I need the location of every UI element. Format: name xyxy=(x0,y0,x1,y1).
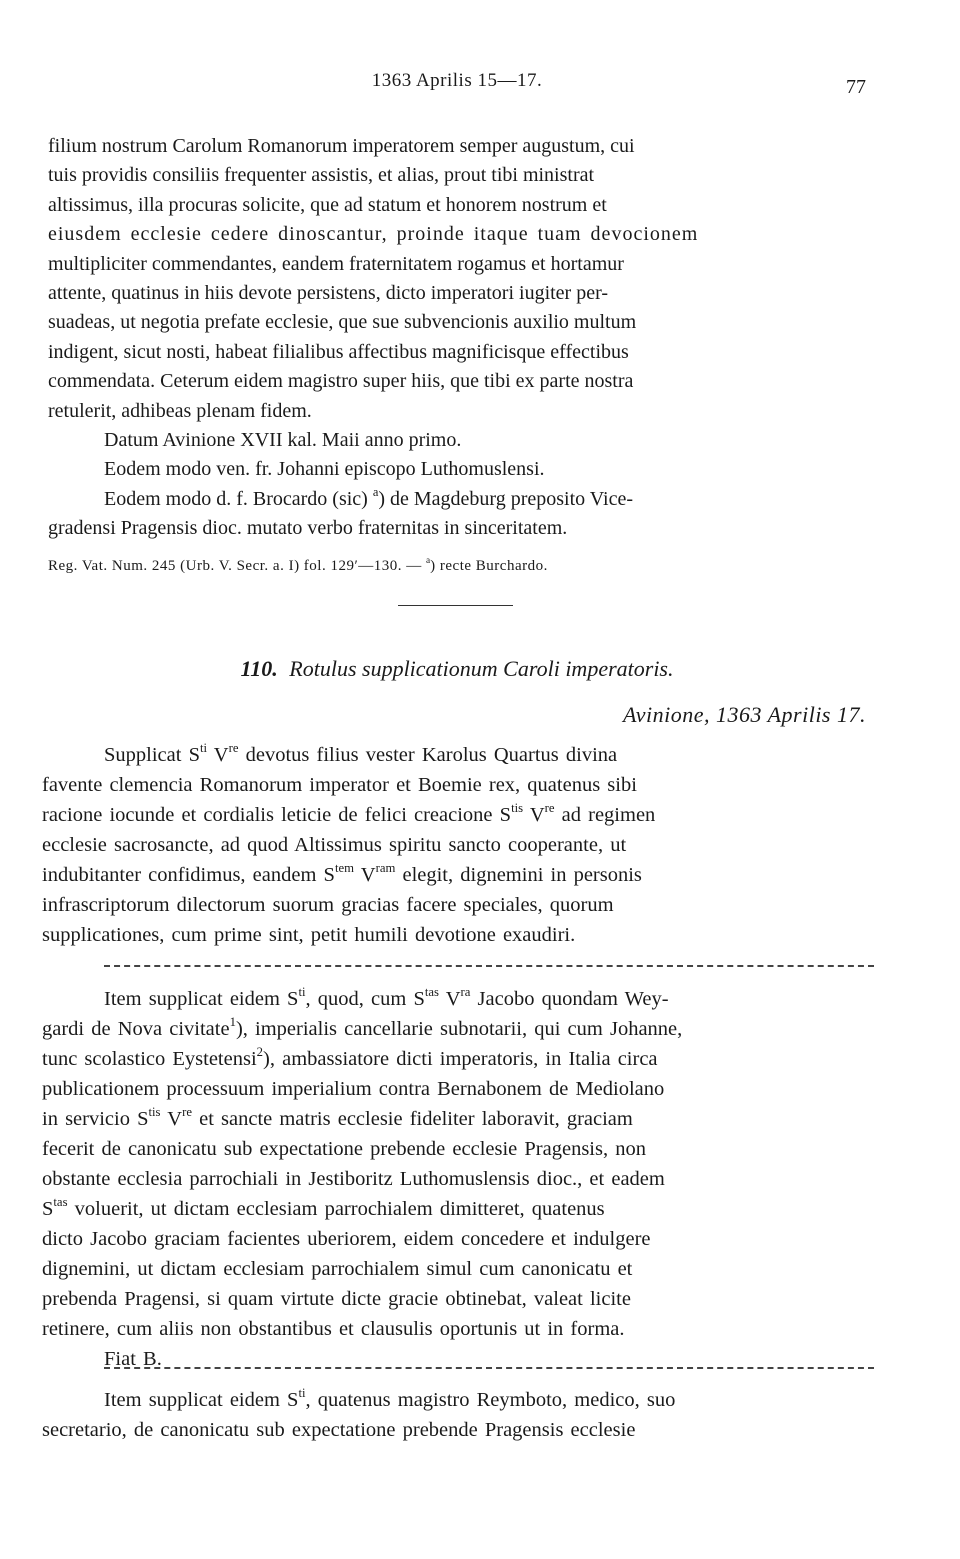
text-span: in servicio xyxy=(42,1108,138,1130)
text-line xyxy=(42,860,866,890)
text-line xyxy=(42,1044,866,1074)
abbrev: S xyxy=(499,804,512,826)
document-title: Rotulus supplicationum Caroli imperatoris. xyxy=(289,656,674,681)
text-span: racione iocunde et cordialis leticie de felici creacione xyxy=(42,804,500,826)
abbrev: V xyxy=(529,804,545,826)
footnote-ref: 1 xyxy=(229,1014,236,1029)
text-span: Supplicat xyxy=(104,744,189,766)
text-line: prebenda Pragensi, si quam virtute dicte gracie obtinebat, valeat licite xyxy=(42,1288,631,1310)
running-head xyxy=(48,70,866,98)
supplication-item-jacobus xyxy=(42,984,866,1374)
text-line: dignemini, ut dictam ecclesiam parrochialem simul cum canonicatu et xyxy=(42,1258,633,1280)
text-line xyxy=(42,984,866,1014)
text-line: obstante ecclesia parrochiali in Jestiboritz Luthomuslensis dioc., et eadem xyxy=(42,1168,665,1190)
text-span: tunc scolastico Eystetensi xyxy=(42,1048,257,1070)
text-line: suadeas, ut negotia prefate ecclesie, que sue subvencionis auxilio multum xyxy=(48,311,637,334)
text-line: secretario, de canonicatu sub expectatione prebende Pragensis ecclesie xyxy=(42,1419,636,1441)
text-span: voluerit, ut dictam ecclesiam parrochialem dimitteret, quatenus xyxy=(67,1198,605,1220)
text-span: Item supplicat eidem xyxy=(104,988,288,1010)
dashed-separator xyxy=(104,1367,874,1369)
text-line: retinere, cum aliis non obstantibus et clausulis oportunis ut in forma. xyxy=(42,1318,625,1340)
dashed-separator xyxy=(104,965,874,967)
text-line: filium nostrum Carolum Romanorum imperatorem semper augustum, cui xyxy=(48,135,635,157)
text-line: eiusdem ecclesie cedere dinoscantur, proinde itaque tuam devocionem xyxy=(48,223,699,246)
text-span: ) de Magdeburg preposito Vice- xyxy=(378,487,633,510)
footnote-marker: a xyxy=(426,556,431,567)
text-line: indigent, sicut nosti, habeat filialibus affectibus magnificisque effectibus xyxy=(48,340,629,363)
abbrev-sup: tis xyxy=(511,800,524,815)
text-line: infrascriptorum dilectorum suorum gracias facere speciales, quorum xyxy=(42,894,614,916)
text-span: Jacobo quondam Wey- xyxy=(470,988,669,1010)
text-line xyxy=(42,1194,866,1224)
abbrev-sup: ram xyxy=(375,860,396,875)
text-line: tuis providis consiliis frequenter assistis, et alias, prout tibi ministrat xyxy=(48,164,595,187)
text-line xyxy=(42,1104,866,1134)
abbrev-sup: re xyxy=(228,740,239,755)
running-title: 1363 Aprilis 15—17. xyxy=(371,70,543,91)
text-line: attente, quatinus in hiis devote persistens, dicto imperatori iugiter per- xyxy=(48,282,609,305)
text-span: gardi de Nova civitate xyxy=(42,1018,230,1040)
text-span: indubitanter confidimus, eandem xyxy=(42,864,324,886)
eodem-modo-line: Eodem modo ven. fr. Johanni episcopo Luthomuslensi. xyxy=(104,458,545,481)
text-span: , quatenus magistro Reymboto, medico, suo xyxy=(305,1389,676,1411)
text-span: ad regimen xyxy=(554,804,656,826)
abbrev-sup: ra xyxy=(460,984,471,999)
source-footnote xyxy=(48,556,866,576)
text-span: Eodem modo d. f. Brocardo (sic) xyxy=(104,487,368,510)
text-line: multipliciter commendantes, eandem fraternitatem rogamus et hortamur xyxy=(48,252,624,275)
abbrev-sup: ti xyxy=(298,984,306,999)
footnote-source: Reg. Vat. Num. 245 (Urb. V. Secr. a. I) fol. 129′—130. — xyxy=(48,558,427,574)
abbrev: V xyxy=(360,864,376,886)
abbrev-sup: tis xyxy=(148,1104,161,1119)
eodem-modo-line xyxy=(48,485,866,514)
text-line: ecclesie sacrosancte, ad quod Altissimus spiritu sancto cooperante, ut xyxy=(42,834,627,856)
abbrev: V xyxy=(167,1108,183,1130)
text-line xyxy=(42,1385,866,1415)
text-line: retulerit, adhibeas plenam fidem. xyxy=(48,399,312,422)
abbrev: S xyxy=(413,988,425,1010)
previous-document-text xyxy=(48,132,866,544)
abbrev: S xyxy=(42,1198,54,1220)
text-span: devotus filius vester Karolus Quartus divina xyxy=(238,744,618,766)
text-span: ), ambassiatore dicti imperatoris, in Italia circa xyxy=(263,1048,658,1070)
text-line xyxy=(42,740,866,770)
abbrev: S xyxy=(323,864,335,886)
abbrev-sup: tas xyxy=(53,1194,68,1209)
text-span: ), imperialis cancellarie subnotarii, qui cum Johanne, xyxy=(235,1018,683,1040)
place-date: Avinione, 1363 Aprilis 17. xyxy=(623,702,866,727)
abbrev: V xyxy=(213,744,229,766)
abbrev: S xyxy=(287,988,299,1010)
section-divider xyxy=(398,605,513,606)
text-span: , quod, cum xyxy=(305,988,414,1010)
footnote-ref: 2 xyxy=(256,1044,264,1059)
abbrev-sup: re xyxy=(182,1104,192,1119)
abbrev-sup: tas xyxy=(424,984,439,999)
supplication-intro xyxy=(42,740,866,950)
note-marker: a xyxy=(372,484,379,499)
text-span: Item supplicat eidem xyxy=(104,1389,288,1411)
document-number: 110. xyxy=(240,656,278,681)
supplication-item-reymbotus xyxy=(42,1385,866,1445)
text-line: gradensi Pragensis dioc. mutato verbo fraternitas in sinceritatem. xyxy=(48,517,568,540)
abbrev: V xyxy=(445,988,461,1010)
text-line: publicationem processuum imperialium contra Bernabonem de Mediolano xyxy=(42,1078,665,1100)
abbrev-sup: re xyxy=(544,800,555,815)
text-line: dicto Jacobo graciam facientes uberiorem, eidem concedere et indulgere xyxy=(42,1228,651,1250)
text-line xyxy=(42,800,866,830)
abbrev-sup: tem xyxy=(334,860,355,875)
text-line: favente clemencia Romanorum imperator et Boemie rex, quatenus sibi xyxy=(42,774,637,796)
text-line xyxy=(42,1014,866,1044)
text-line: commendata. Ceterum eidem magistro super hiis, que tibi ex parte nostra xyxy=(48,370,634,393)
abbrev: S xyxy=(137,1108,149,1130)
abbrev: S xyxy=(188,744,200,766)
text-line: altissimus, illa procuras solicite, que ad statum et honorem nostrum et xyxy=(48,193,607,216)
abbrev-sup: ti xyxy=(298,1385,306,1400)
text-line: fecerit de canonicatu sub expectatione prebende ecclesie Pragensis, non xyxy=(42,1138,646,1160)
document-heading xyxy=(48,656,866,682)
text-line: supplicationes, cum prime sint, petit humili devotione exaudiri. xyxy=(42,924,576,946)
text-span: elegit, dignemini in personis xyxy=(395,864,642,886)
text-span: et sancte matris ecclesie fideliter laboravit, graciam xyxy=(191,1108,633,1130)
datum-line: Datum Avinione XVII kal. Maii anno primo. xyxy=(104,429,462,452)
abbrev: S xyxy=(287,1389,299,1411)
page-number: 77 xyxy=(846,76,866,98)
fiat-line: Fiat B. xyxy=(104,1348,162,1370)
footnote-text: ) recte Burchardo. xyxy=(430,558,548,574)
abbrev-sup: ti xyxy=(199,740,208,755)
